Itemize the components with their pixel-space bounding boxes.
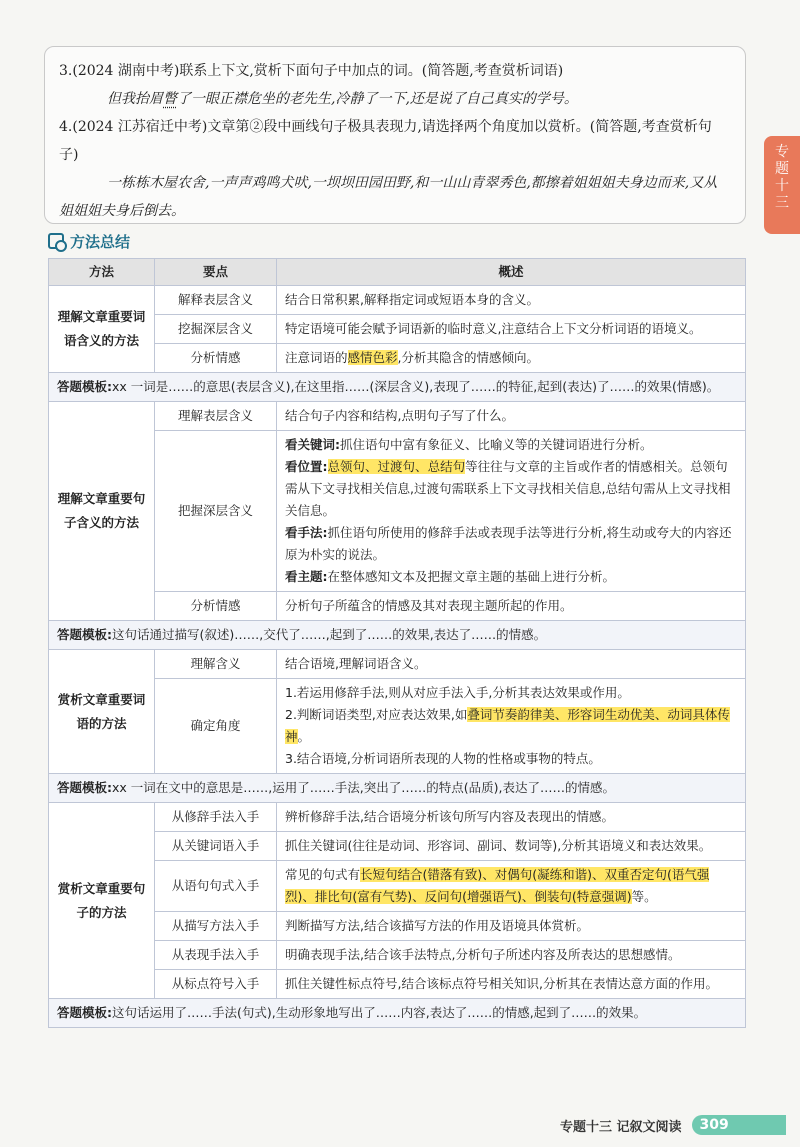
point-cell: 把握深层含义 <box>155 431 277 592</box>
question-3-quote <box>59 85 731 113</box>
point-cell: 理解含义 <box>155 650 277 679</box>
template-cell <box>49 621 746 650</box>
point-cell: 理解表层含义 <box>155 402 277 431</box>
template-cell <box>49 774 746 803</box>
desc-cell: 结合语境,理解词语含义。 <box>277 650 746 679</box>
para-text: 等往往与文章的主旨或作者的情感相关。总领句需从下文寻找相关信息,过渡句需联系上下文寻找相关信息,总结句需从上文寻找相关信息。 <box>285 459 731 518</box>
highlight-text: 长短句结合(错落有致)、对偶句(凝练和谐)、双重否定句(语气强烈)、排比句(富有气势)、反问句(增强语气)、倒装句(特意强调) <box>285 867 710 904</box>
highlight-text: 总结句 <box>427 459 466 474</box>
question-3: 3.(2024 湖南中考)联系上下文,赏析下面句子中加点的词。(简答题,考查赏析词语) <box>59 63 564 79</box>
summary-icon <box>48 233 64 249</box>
question-4-quote: 一栋栋木屋农舍,一声声鸡鸣犬吠,一坝坝田园田野,和一山山青翠秀色,都擦着姐姐姐夫身边而来,又从姐姐姐夫身后倒去。 <box>59 175 718 219</box>
text-part: 等。 <box>631 889 657 904</box>
text-part: 注意词语的 <box>285 350 348 365</box>
template-text: 这句话通过描写(叙述)……,交代了……,起到了……的效果,表达了……的情感。 <box>112 627 547 642</box>
tab-char: 三 <box>775 195 789 211</box>
category-cell: 理解文章重要句子含义的方法 <box>49 402 155 621</box>
tab-char: 十 <box>775 178 789 194</box>
highlight-text: 过渡句 <box>377 459 416 474</box>
point-cell: 分析情感 <box>155 592 277 621</box>
table-row <box>49 402 746 431</box>
footer-label: 专题十三 记叙文阅读 <box>560 1119 682 1135</box>
template-cell <box>49 999 746 1028</box>
desc-cell <box>277 679 746 774</box>
desc-cell: 辨析修辞手法,结合语境分析该句所写内容及表现出的情感。 <box>277 803 746 832</box>
point-cell: 确定角度 <box>155 679 277 774</box>
desc-cell: 明确表现手法,结合该手法特点,分析句子所述内容及所表达的思想感情。 <box>277 941 746 970</box>
point-cell: 分析情感 <box>155 344 277 373</box>
template-row <box>49 621 746 650</box>
point-cell: 从关键词语入手 <box>155 832 277 861</box>
table-row <box>49 286 746 315</box>
highlight-text: 、 <box>415 459 428 474</box>
template-cell <box>49 373 746 402</box>
header-cell: 要点 <box>155 259 277 286</box>
page-number: 309 <box>692 1115 786 1135</box>
para-text: 抓住语句中富有象征义、比喻义等的关键词语进行分析。 <box>340 437 653 452</box>
header-cell: 方法 <box>49 259 155 286</box>
text-part: 2.判断词语类型,对应表达效果,如 <box>285 707 468 722</box>
category-cell: 理解文章重要词语含义的方法 <box>49 286 155 373</box>
table-row <box>49 803 746 832</box>
desc-para <box>285 434 737 456</box>
category-cell: 赏析文章重要词语的方法 <box>49 650 155 774</box>
template-text: xx 一词是……的意思(表层含义),在这里指……(深层含义),表现了……的特征,起到(表达)了……的效果(情感)。 <box>112 379 720 394</box>
desc-cell: 结合日常积累,解释指定词或短语本身的含义。 <box>277 286 746 315</box>
highlight-text: 叠词节奏韵律美、形容词生动优美、动词具体传神 <box>285 707 730 744</box>
template-row <box>49 373 746 402</box>
template-label: 答题模板: <box>57 627 112 642</box>
para-label: 看主题: <box>285 569 328 584</box>
point-cell: 从语句句式入手 <box>155 861 277 912</box>
quote-part: 了一眼正襟危坐的老先生,冷静了一下,还是说了自己真实的学号。 <box>177 91 578 107</box>
text-part: 常见的句式有 <box>285 867 361 882</box>
exercise-box <box>44 46 746 224</box>
desc-cell: 抓住关键词(往往是动词、形容词、副词、数词等),分析其语境义和表达效果。 <box>277 832 746 861</box>
section-title <box>48 230 130 252</box>
quote-part: 但我抬眉 <box>107 91 163 107</box>
point-cell: 从表现手法入手 <box>155 941 277 970</box>
list-item: 3.结合语境,分析词语所表现的人物的性格或事物的特点。 <box>285 751 601 766</box>
text-part: ,分析其隐含的情感倾向。 <box>397 350 540 365</box>
list-item: 1.若运用修辞手法,则从对应手法入手,分析其表达效果或作用。 <box>285 685 630 700</box>
highlight-text: 总领句 <box>327 459 366 474</box>
highlight-text: 感情色彩 <box>347 350 398 365</box>
para-label: 看手法: <box>285 525 328 540</box>
desc-cell <box>277 344 746 373</box>
highlight-text: 、 <box>365 459 378 474</box>
template-row <box>49 999 746 1028</box>
page-footer <box>560 1114 786 1136</box>
category-cell: 赏析文章重要句子的方法 <box>49 803 155 999</box>
para-label: 看关键词: <box>285 437 340 452</box>
template-label: 答题模板: <box>57 379 112 394</box>
table-header-row <box>49 259 746 286</box>
tab-char: 专 <box>775 144 789 160</box>
desc-para <box>285 566 737 588</box>
para-label: 看位置: <box>285 459 328 474</box>
template-text: xx 一词在文中的意思是……,运用了……手法,突出了……的特点(品质),表达了……的情感。 <box>112 780 615 795</box>
dotted-word: 瞥 <box>163 91 177 107</box>
question-4: 4.(2024 江苏宿迁中考)文章第②段中画线句子极具表现力,请选择两个角度加以赏析。(简答题,考查赏析句子) <box>59 119 712 163</box>
point-cell: 挖掘深层含义 <box>155 315 277 344</box>
point-cell: 从标点符号入手 <box>155 970 277 999</box>
header-cell: 概述 <box>277 259 746 286</box>
desc-cell: 特定语境可能会赋予词语新的临时意义,注意结合上下文分析词语的语境义。 <box>277 315 746 344</box>
desc-cell: 判断描写方法,结合该描写方法的作用及语境具体赏析。 <box>277 912 746 941</box>
section-title-text: 方法总结 <box>70 232 131 251</box>
desc-cell: 结合句子内容和结构,点明句子写了什么。 <box>277 402 746 431</box>
chapter-side-tab[interactable] <box>764 136 800 234</box>
desc-cell <box>277 861 746 912</box>
point-cell: 从修辞手法入手 <box>155 803 277 832</box>
point-cell: 解释表层含义 <box>155 286 277 315</box>
desc-para <box>285 456 737 522</box>
desc-cell: 分析句子所蕴含的情感及其对表现主题所起的作用。 <box>277 592 746 621</box>
text-part: 。 <box>297 729 311 744</box>
desc-para <box>285 522 737 566</box>
template-label: 答题模板: <box>57 780 112 795</box>
template-label: 答题模板: <box>57 1005 112 1020</box>
template-row <box>49 774 746 803</box>
template-text: 这句话运用了……手法(句式),生动形象地写出了……内容,表达了……的情感,起到了……的效果。 <box>112 1005 647 1020</box>
point-cell: 从描写方法入手 <box>155 912 277 941</box>
method-table <box>48 258 746 1028</box>
list-item <box>285 704 737 748</box>
desc-cell: 抓住关键性标点符号,结合该标点符号相关知识,分析其在表情达意方面的作用。 <box>277 970 746 999</box>
para-text: 抓住语句所使用的修辞手法或表现手法等进行分析,将生动或夸大的内容还原为朴实的说法。 <box>285 525 732 562</box>
desc-cell <box>277 431 746 592</box>
para-text: 在整体感知文本及把握文章主题的基础上进行分析。 <box>327 569 616 584</box>
table-row <box>49 650 746 679</box>
tab-char: 题 <box>775 161 789 177</box>
